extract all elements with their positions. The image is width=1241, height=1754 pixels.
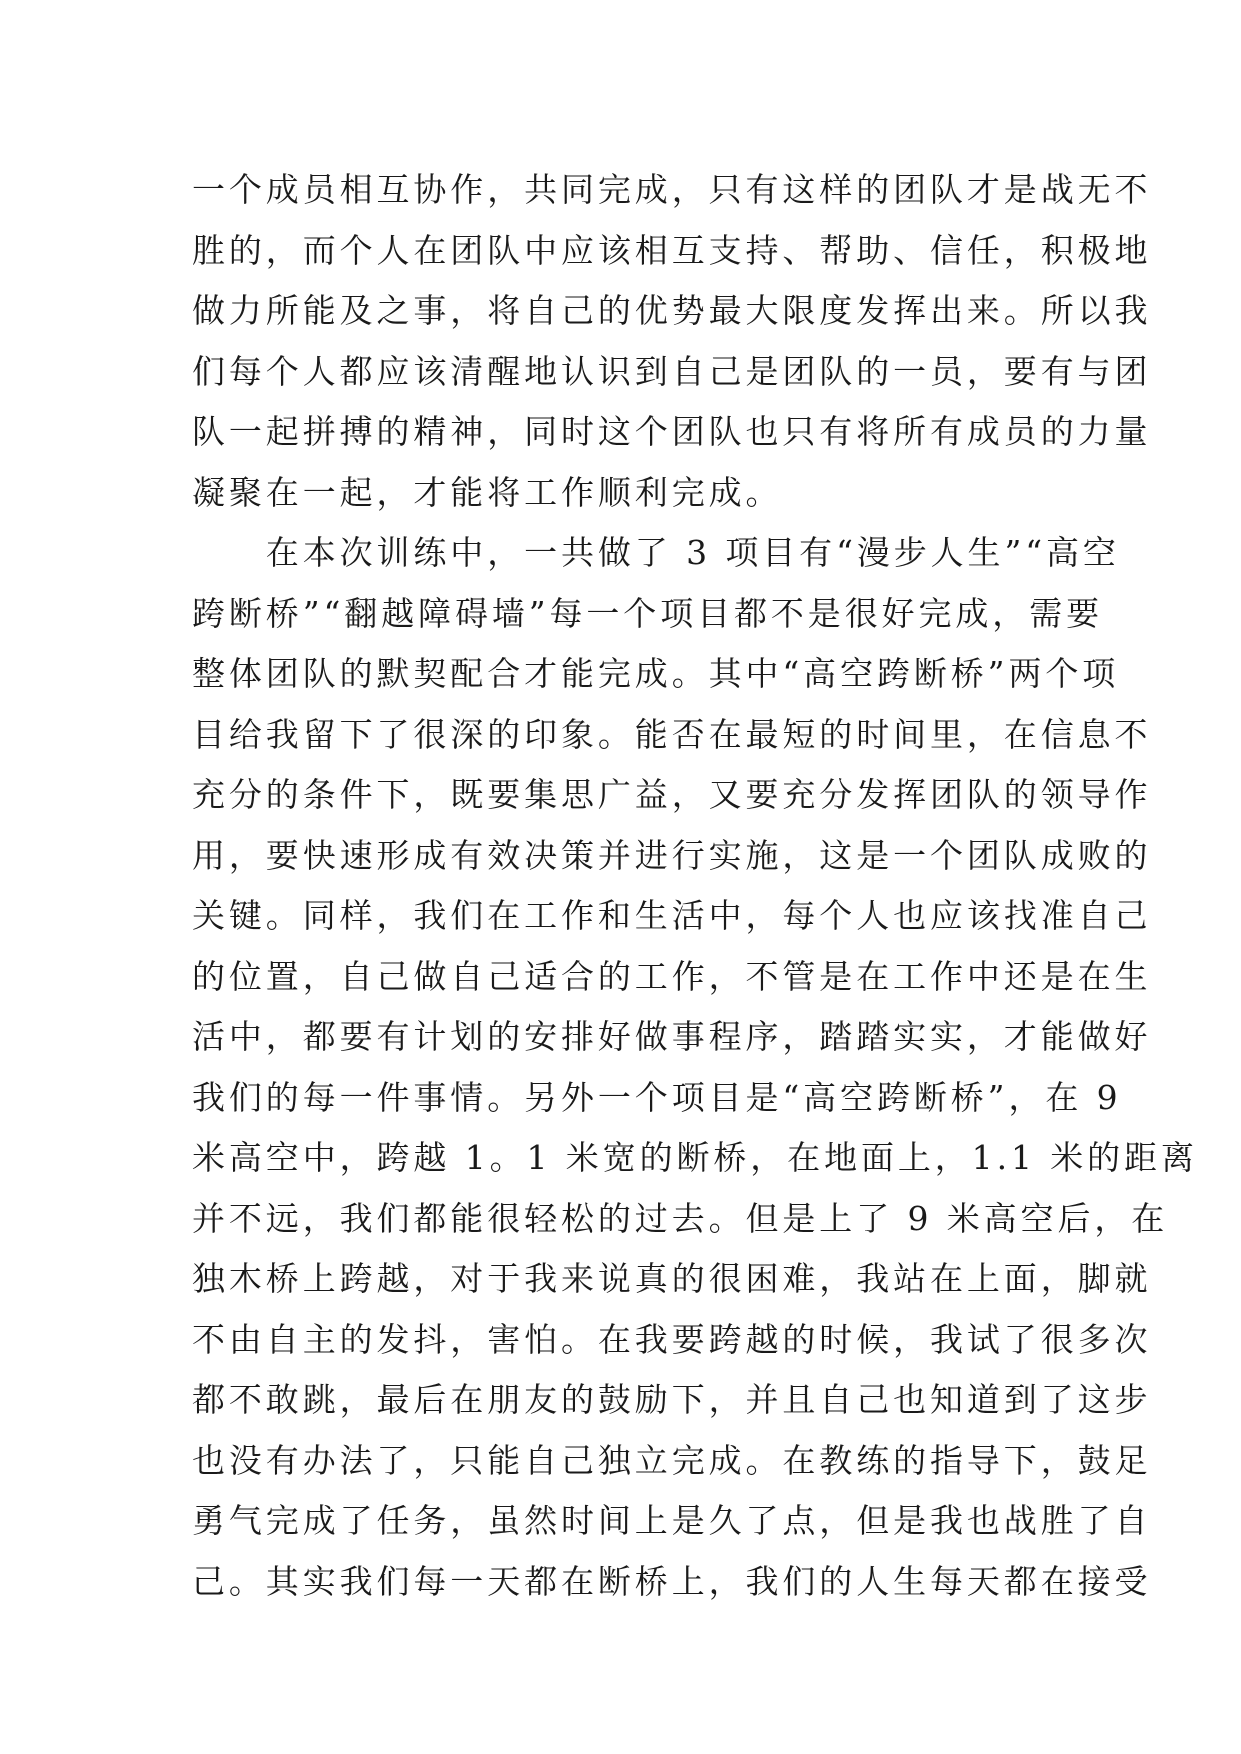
text-line: 我们的每一件事情。另外一个项目是“高空跨断桥”，在 9 <box>192 1077 1122 1117</box>
text-line: 们每个人都应该清醒地认识到自己是团队的一员，要有与团 <box>192 351 1152 391</box>
text-line: 胜的，而个人在团队中应该相互支持、帮助、信任，积极地 <box>192 230 1152 270</box>
paragraph-2 <box>192 523 1198 1612</box>
text-line: 用，要快速形成有效决策并进行实施，这是一个团队成败的 <box>192 835 1152 875</box>
text-line: 一个成员相互协作，共同完成，只有这样的团队才是战无不 <box>192 170 1152 209</box>
text-line: 队一起拼搏的精神，同时这个团队也只有将所有成员的力量 <box>192 412 1152 451</box>
text-line: 凝聚在一起，才能将工作顺利完成。 <box>192 472 783 512</box>
text-line: 的位置，自己做自己适合的工作，不管是在工作中还是在生 <box>192 956 1152 996</box>
text-line: 也没有办法了，只能自己独立完成。在教练的指导下，鼓足 <box>192 1440 1152 1480</box>
body-text <box>192 160 1198 1612</box>
text-line: 并不远，我们都能很轻松的过去。但是上了 9 米高空后，在 <box>192 1198 1169 1238</box>
paragraph-1 <box>192 160 1152 523</box>
text-line: 做力所能及之事，将自己的优势最大限度发挥出来。所以我 <box>192 291 1152 330</box>
text-line: 不由自主的发抖，害怕。在我要跨越的时候，我试了很多次 <box>192 1319 1152 1359</box>
text-line: 关键。同样，我们在工作和生活中，每个人也应该找准自己 <box>192 896 1152 935</box>
text-line: 都不敢跳，最后在朋友的鼓励下，并且自己也知道到了这步 <box>192 1380 1152 1419</box>
text-line: 跨断桥”“翻越障碍墙”每一个项目都不是很好完成，需要 <box>192 593 1104 633</box>
text-line: 独木桥上跨越，对于我来说真的很困难，我站在上面，脚就 <box>192 1259 1152 1298</box>
text-line: 目给我留下了很深的印象。能否在最短的时间里，在信息不 <box>192 714 1152 754</box>
text-line: 米高空中，跨越 1。1 米宽的断桥，在地面上，1.1 米的距离 <box>192 1138 1198 1177</box>
text-line: 充分的条件下，既要集思广益，又要充分发挥团队的领导作 <box>192 775 1152 814</box>
text-line: 活中，都要有计划的安排好做事程序，踏踏实实，才能做好 <box>192 1017 1152 1056</box>
text-line: 整体团队的默契配合才能完成。其中“高空跨断桥”两个项 <box>192 654 1120 693</box>
text-line: 在本次训练中，一共做了 3 项目有“漫步人生”“高空 <box>265 533 1120 572</box>
text-line: 己。其实我们每一天都在断桥上，我们的人生每天都在接受 <box>192 1561 1152 1601</box>
text-line: 勇气完成了任务，虽然时间上是久了点，但是我也战胜了自 <box>192 1501 1152 1540</box>
